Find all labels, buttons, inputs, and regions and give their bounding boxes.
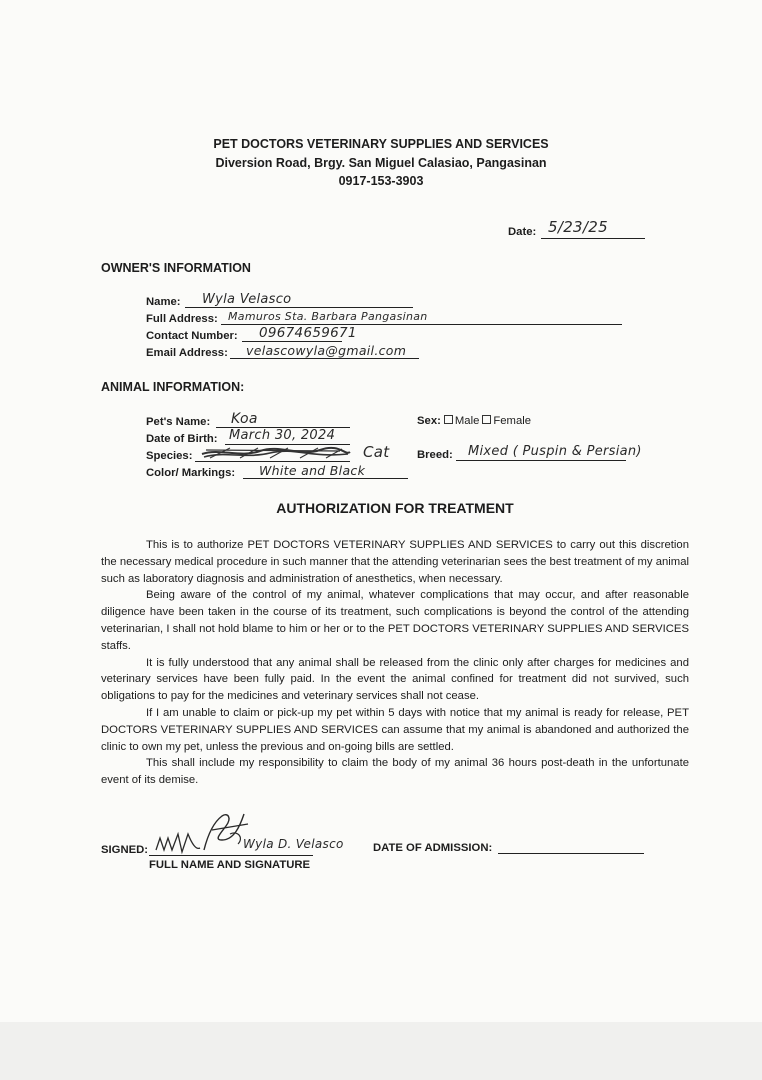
- species-label: Species:: [146, 450, 193, 462]
- contact-line: [242, 341, 342, 342]
- signed-label: SIGNED:: [101, 844, 149, 856]
- date-value: 5/23/25: [548, 218, 608, 236]
- species-line: [195, 461, 350, 462]
- color-label: Color/ Markings:: [146, 467, 236, 479]
- authorization-paragraph-5: This shall include my responsibility to claim the body of my animal 36 hours post-death in the unfortunate event of its demise.: [101, 757, 689, 787]
- pet-name-value: Koa: [231, 411, 258, 427]
- breed-line: [456, 460, 626, 461]
- owner-address-value: Mamuros Sta. Barbara Pangasinan: [228, 310, 428, 323]
- animal-section-title: ANIMAL INFORMATION:: [101, 380, 245, 394]
- owner-name-label: Name:: [146, 296, 181, 308]
- dob-value: March 30, 2024: [229, 428, 336, 443]
- authorization-paragraph-3: It is fully understood that any animal shall be released from the clinic only after charges for medicines and veterinary services have been fully paid. In the event the animal confined for treatment did not survived, such obligations to pay for the medicines and veterinary services shall not cease.: [101, 656, 689, 703]
- contact-value: 09674659671: [259, 325, 357, 341]
- signature-scribble: [152, 804, 312, 860]
- male-option: Male: [454, 415, 480, 427]
- breed-value: Mixed ( Puspin & Persian): [468, 444, 642, 459]
- clinic-address: Diversion Road, Brgy. San Miguel Calasiao, Pangasinan: [215, 156, 547, 170]
- dob-label: Date of Birth:: [146, 433, 218, 445]
- authorization-paragraph-4: If I am unable to claim or pick-up my pet within 5 days with notice that my animal is ready for release, PET DOCTORS VETERINARY SUPPLIES AND SERVICES can assume that my animal is abandoned and authorized the clinic to own my pet, unless the previous and on-going bills are settled.: [101, 706, 689, 753]
- owner-section-title: OWNER'S INFORMATION: [101, 261, 251, 275]
- email-label: Email Address:: [146, 347, 228, 359]
- female-checkbox[interactable]: [482, 415, 491, 424]
- color-line: [243, 478, 408, 479]
- owner-name-value: Wyla Velasco: [202, 292, 292, 307]
- authorization-paragraph-2: Being aware of the control of my animal, whatever complications that may occur, and after reasonable diligence have been taken in the course of its treatment, such complications is beyond the control of the attending veterinarian, I shall not hold blame to him or her or to the PET DOCTORS VETERINARY SUPPLIES AND SERVICES staffs.: [101, 589, 689, 652]
- male-checkbox[interactable]: [444, 415, 453, 424]
- authorization-paragraph-1: This is to authorize PET DOCTORS VETERINARY SUPPLIES AND SERVICES to carry out this discretion the necessary medical procedure in such manner that the attending veterinarian sees the best treatment of my animal such as laboratory diagnosis and administration of anesthetics, when necessary.: [101, 539, 689, 585]
- admission-line[interactable]: [498, 853, 644, 854]
- clinic-name: PET DOCTORS VETERINARY SUPPLIES AND SERVICES: [213, 137, 549, 151]
- authorization-title: AUTHORIZATION FOR TREATMENT: [276, 500, 514, 516]
- color-value: White and Black: [259, 463, 366, 478]
- sex-label: Sex:: [417, 415, 441, 427]
- scan-margin: [0, 1022, 762, 1080]
- date-line: [541, 238, 645, 239]
- email-value: velascowyla@gmail.com: [246, 343, 407, 358]
- signed-value: Wyla D. Velasco: [243, 837, 344, 851]
- clinic-phone: 0917-153-3903: [338, 174, 424, 188]
- date-label: Date:: [508, 226, 537, 238]
- species-value: Cat: [363, 443, 390, 461]
- sex-field: [417, 415, 531, 427]
- signature-caption: FULL NAME AND SIGNATURE: [149, 859, 311, 871]
- email-line: [230, 358, 419, 359]
- authorization-body: [101, 537, 689, 789]
- crossed-out-text: [200, 445, 352, 461]
- admission-label: DATE OF ADMISSION:: [373, 842, 493, 854]
- contact-label: Contact Number:: [146, 330, 238, 342]
- owner-name-line: [185, 307, 413, 308]
- pet-name-label: Pet's Name:: [146, 416, 211, 428]
- owner-address-label: Full Address:: [146, 313, 218, 325]
- female-option: Female: [493, 415, 532, 427]
- breed-label: Breed:: [417, 449, 453, 461]
